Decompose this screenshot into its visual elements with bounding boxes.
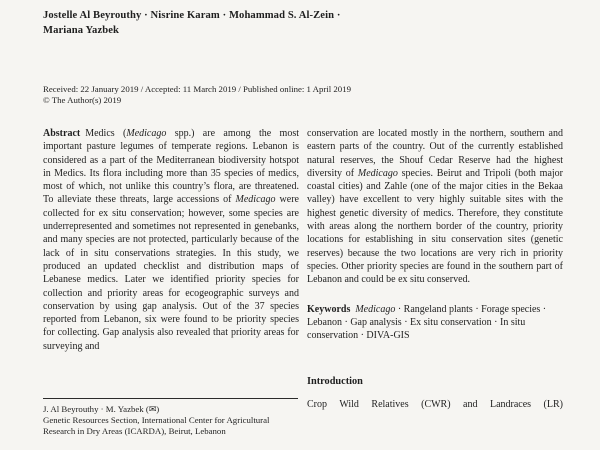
corresponding-author-line [43, 404, 277, 415]
author-block [43, 9, 473, 38]
envelope-icon: (✉) [145, 404, 160, 414]
left-column [43, 127, 299, 353]
copyright-notice: © The Author(s) 2019 [43, 95, 122, 106]
affiliation-text: Genetic Resources Section, International Center for Agricultural Research in Dry Areas (ICARDA), Beirut, Lebanon [43, 415, 270, 436]
introduction-first-line: Crop Wild Relatives (CWR) and Landraces (LR) [307, 399, 563, 411]
author-names-line-2: Mariana Yazbek [43, 24, 120, 36]
keywords-paragraph: Keywords Medicago · Rangeland plants · Forage species · Lebanon · Gap analysis · Ex situ conservation · In situ conservation · DIVA-GIS [307, 303, 547, 342]
author-names-line-1: Jostelle Al Beyrouthy · Nisrine Karam · Mohammad S. Al-Zein · [43, 10, 341, 21]
article-history-block [43, 84, 523, 107]
received-accepted-published-line: Received: 22 January 2019 / Accepted: 11 March 2019 / Published online: 1 April 2019 [43, 84, 351, 94]
footnote-divider [43, 398, 298, 399]
abstract-continuation-paragraph: conservation are located mostly in the northern, southern and eastern parts of the country. Out of the currently established natural reserves, the Shouf Cedar Reserve had the highest diversity of Medicago species. Beirut and Tripoli (both major coastal cities) and Zahle (one of the major cities in the Bekaa valley) have excellent to very highly suitable sites with the highest genetic diversity of medics. Therefore, they constitute with areas along the northern border of the country, priority locations for establishing in situ conservation sites (genetic reserves) because the two locations are very rich in priority species. Other priority species are found in the southern part of Lebanon and could be ex situ conserved. [307, 128, 563, 286]
footnote-block [43, 404, 277, 437]
abstract-paragraph: Abstract Medics (Medicago spp.) are among the most important pasture legumes of temperate regions. Lebanon is considered as a part of the Mediterranean biodiversity hotspot in Medics. Its flora including more than 35 species of medics, most of which, not unlike this country’s flora, are threatened. To alleviate these threats, large accessions of Medicago were collected for ex situ conservation; however, some species are underrepresented and sometimes not represented in genebanks, and many species are not protected, particularly because of the lack of in situ conservations strategies. In this study, we produced an updated checklist and distribution maps of Lebanese medics. Later we identified priority species for collection and priority areas for ecogeographic surveys and conservation by using gap analysis. Out of the 37 species reported from Lebanon, six were found to be priority species for collecting. Gap analysis also revealed that priority areas for surveying and [43, 128, 299, 352]
footnote-author-names: J. Al Beyrouthy · M. Yazbek [43, 404, 144, 414]
introduction-heading: Introduction [307, 376, 363, 388]
right-column [307, 127, 563, 412]
